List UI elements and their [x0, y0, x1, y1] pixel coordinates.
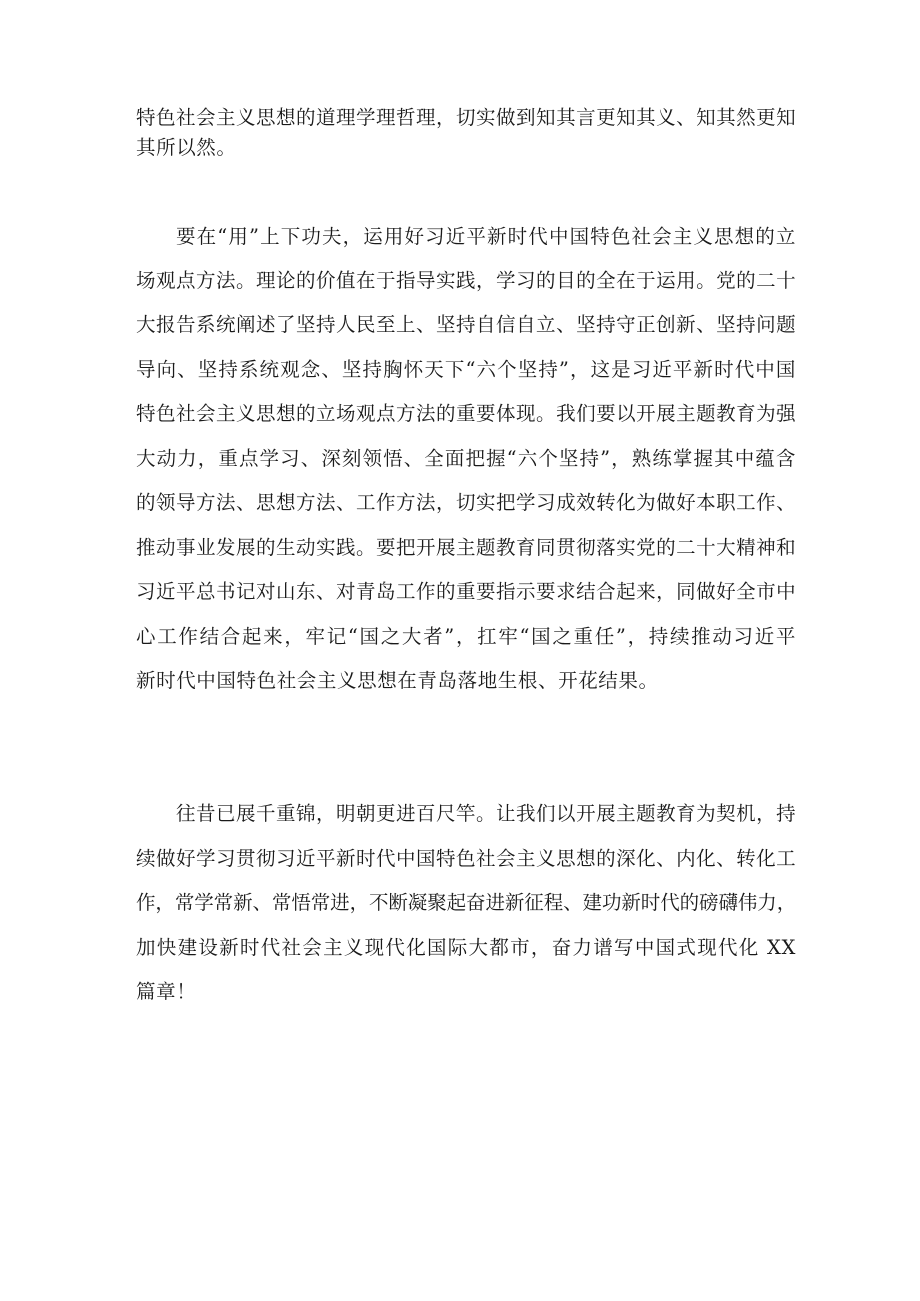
paragraph-3-line-2: 续做好学习贯彻习近平新时代中国特色社会主义思想的深化、内化、转化工	[136, 847, 796, 870]
paragraph-2-line-6: 大动力，重点学习、深刻领悟、全面把握“六个坚持”，熟练掌握其中蕴含	[136, 447, 796, 470]
paragraph-2-line-1: 要在“用”上下功夫，运用好习近平新时代中国特色社会主义思想的立	[176, 225, 796, 248]
paragraph-2-line-11: 新时代中国特色社会主义思想在青岛落地生根、开花结果。	[136, 669, 659, 692]
paragraph-2-line-3: 大报告系统阐述了坚持人民至上、坚持自信自立、坚持守正创新、坚持问题	[136, 313, 796, 336]
paragraph-2-line-10: 心工作结合起来，牢记“国之大者”，扛牢“国之重任”，持续推动习近平	[136, 625, 796, 648]
paragraph-2-line-9: 习近平总书记对山东、对青岛工作的重要指示要求结合起来，同做好全市中	[136, 580, 796, 603]
paragraph-2-line-7: 的领导方法、思想方法、工作方法，切实把学习成效转化为做好本职工作、	[136, 491, 796, 514]
paragraph-2-line-8: 推动事业发展的生动实践。要把开展主题教育同贯彻落实党的二十大精神和	[136, 536, 796, 559]
paragraph-3-line-5: 篇章！	[136, 980, 197, 1003]
paragraph-1-line-1: 特色社会主义思想的道理学理哲理，切实做到知其言更知其义、知其然更知	[136, 106, 796, 129]
paragraph-3-line-1: 往昔已展千重锦，明朝更进百尺竿。让我们以开展主题教育为契机，持	[176, 802, 796, 825]
paragraph-2-line-5: 特色社会主义思想的立场观点方法的重要体现。我们要以开展主题教育为强	[136, 402, 796, 425]
paragraph-3-line-3: 作，常学常新、常悟常进，不断凝聚起奋进新征程、建功新时代的磅礴伟力，	[136, 891, 796, 914]
paragraph-1-line-2: 其所以然。	[136, 136, 237, 159]
paragraph-3-line-4: 加快建设新时代社会主义现代化国际大都市，奋力谱写中国式现代化 XX	[136, 936, 796, 959]
paragraph-2-line-2: 场观点方法。理论的价值在于指导实践，学习的目的全在于运用。党的二十	[136, 269, 796, 292]
paragraph-2-line-4: 导向、坚持系统观念、坚持胸怀天下“六个坚持”，这是习近平新时代中国	[136, 358, 796, 381]
